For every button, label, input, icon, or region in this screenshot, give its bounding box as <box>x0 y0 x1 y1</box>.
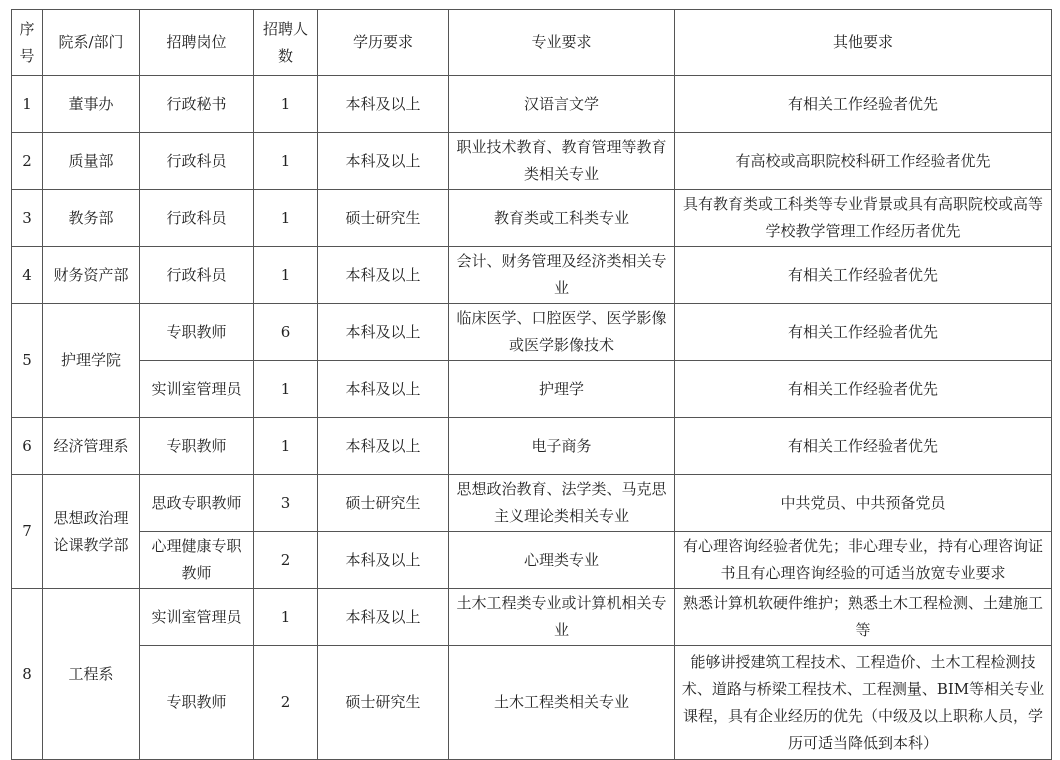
education-cell: 本科及以上 <box>318 247 449 304</box>
dept-cell: 教务部 <box>43 190 140 247</box>
count-cell: 1 <box>254 247 318 304</box>
major-cell: 汉语言文学 <box>449 76 675 133</box>
table-row <box>12 190 1052 247</box>
education-cell: 本科及以上 <box>318 304 449 361</box>
education-cell: 硕士研究生 <box>318 190 449 247</box>
other-cell: 有高校或高职院校科研工作经验者优先 <box>675 133 1052 190</box>
major-cell: 教育类或工科类专业 <box>449 190 675 247</box>
other-cell: 有心理咨询经验者优先；非心理专业，持有心理咨询证书且有心理咨询经验的可适当放宽专业要求 <box>675 532 1052 589</box>
major-cell: 土木工程类相关专业 <box>449 646 675 760</box>
education-cell: 硕士研究生 <box>318 646 449 760</box>
header-dept: 院系/部门 <box>43 10 140 76</box>
education-cell: 硕士研究生 <box>318 475 449 532</box>
dept-cell: 工程系 <box>43 589 140 760</box>
header-count: 招聘人数 <box>254 10 318 76</box>
table-row <box>12 532 1052 589</box>
table-row <box>12 133 1052 190</box>
table-row <box>12 646 1052 760</box>
position-cell: 行政秘书 <box>140 76 254 133</box>
count-cell: 1 <box>254 418 318 475</box>
count-cell: 2 <box>254 646 318 760</box>
other-cell: 能够讲授建筑工程技术、工程造价、土木工程检测技术、道路与桥梁工程技术、工程测量、BIM等相关专业课程，具有企业经历的优先（中级及以上职称人员，学历可适当降低到本科） <box>675 646 1052 760</box>
count-cell: 1 <box>254 361 318 418</box>
position-cell: 专职教师 <box>140 418 254 475</box>
position-cell: 行政科员 <box>140 247 254 304</box>
education-cell: 本科及以上 <box>318 361 449 418</box>
header-seq: 序号 <box>12 10 43 76</box>
recruitment-table-wrapper <box>11 9 1052 760</box>
major-cell: 护理学 <box>449 361 675 418</box>
other-cell: 有相关工作经验者优先 <box>675 76 1052 133</box>
table-row <box>12 589 1052 646</box>
seq-cell: 2 <box>12 133 43 190</box>
seq-cell: 6 <box>12 418 43 475</box>
header-row <box>12 10 1052 76</box>
position-cell: 实训室管理员 <box>140 361 254 418</box>
count-cell: 1 <box>254 589 318 646</box>
major-cell: 电子商务 <box>449 418 675 475</box>
count-cell: 6 <box>254 304 318 361</box>
dept-cell: 董事办 <box>43 76 140 133</box>
header-position: 招聘岗位 <box>140 10 254 76</box>
position-cell: 实训室管理员 <box>140 589 254 646</box>
education-cell: 本科及以上 <box>318 532 449 589</box>
count-cell: 1 <box>254 133 318 190</box>
count-cell: 2 <box>254 532 318 589</box>
major-cell: 心理类专业 <box>449 532 675 589</box>
dept-cell: 质量部 <box>43 133 140 190</box>
other-cell: 有相关工作经验者优先 <box>675 418 1052 475</box>
seq-cell: 8 <box>12 589 43 760</box>
position-cell: 思政专职教师 <box>140 475 254 532</box>
dept-cell: 财务资产部 <box>43 247 140 304</box>
seq-cell: 1 <box>12 76 43 133</box>
table-row <box>12 76 1052 133</box>
count-cell: 3 <box>254 475 318 532</box>
seq-cell: 3 <box>12 190 43 247</box>
count-cell: 1 <box>254 76 318 133</box>
major-cell: 土木工程类专业或计算机相关专业 <box>449 589 675 646</box>
table-row <box>12 361 1052 418</box>
position-cell: 专职教师 <box>140 304 254 361</box>
education-cell: 本科及以上 <box>318 589 449 646</box>
seq-cell: 4 <box>12 247 43 304</box>
other-cell: 有相关工作经验者优先 <box>675 247 1052 304</box>
education-cell: 本科及以上 <box>318 133 449 190</box>
table-row <box>12 475 1052 532</box>
dept-cell: 经济管理系 <box>43 418 140 475</box>
table-row <box>12 247 1052 304</box>
header-other: 其他要求 <box>675 10 1052 76</box>
dept-cell: 思想政治理论课教学部 <box>43 475 140 589</box>
position-cell: 行政科员 <box>140 190 254 247</box>
table-row <box>12 418 1052 475</box>
count-cell: 1 <box>254 190 318 247</box>
major-cell: 思想政治教育、法学类、马克思主义理论类相关专业 <box>449 475 675 532</box>
header-major: 专业要求 <box>449 10 675 76</box>
position-cell: 专职教师 <box>140 646 254 760</box>
other-cell: 具有教育类或工科类等专业背景或具有高职院校或高等学校教学管理工作经历者优先 <box>675 190 1052 247</box>
education-cell: 本科及以上 <box>318 418 449 475</box>
position-cell: 心理健康专职教师 <box>140 532 254 589</box>
education-cell: 本科及以上 <box>318 76 449 133</box>
table-row <box>12 304 1052 361</box>
seq-cell: 5 <box>12 304 43 418</box>
dept-cell: 护理学院 <box>43 304 140 418</box>
position-cell: 行政科员 <box>140 133 254 190</box>
seq-cell: 7 <box>12 475 43 589</box>
other-cell: 有相关工作经验者优先 <box>675 361 1052 418</box>
major-cell: 职业技术教育、教育管理等教育类相关专业 <box>449 133 675 190</box>
major-cell: 会计、财务管理及经济类相关专业 <box>449 247 675 304</box>
other-cell: 熟悉计算机软硬件维护；熟悉土木工程检测、土建施工等 <box>675 589 1052 646</box>
header-education: 学历要求 <box>318 10 449 76</box>
other-cell: 有相关工作经验者优先 <box>675 304 1052 361</box>
other-cell: 中共党员、中共预备党员 <box>675 475 1052 532</box>
recruitment-table <box>11 9 1052 760</box>
major-cell: 临床医学、口腔医学、医学影像或医学影像技术 <box>449 304 675 361</box>
